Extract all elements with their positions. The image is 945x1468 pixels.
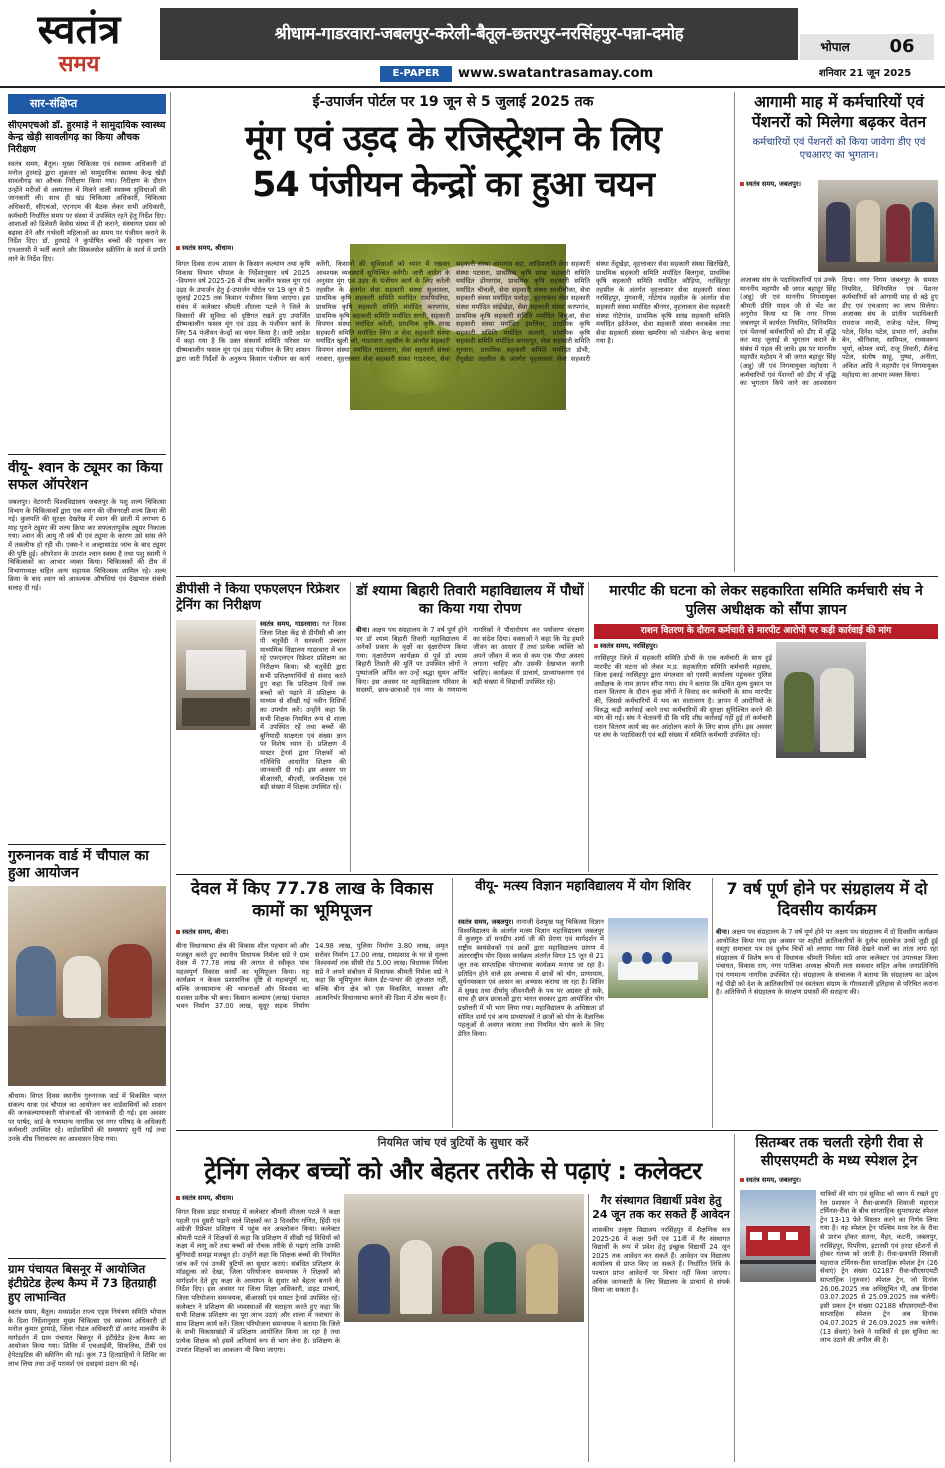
website-link[interactable] [458, 64, 718, 84]
deval-headline: देवल में किए 77.78 लाख के विकास कामों का भूमिपूजन [190, 879, 433, 921]
training-body: विगत दिवस डाइट सभाग्रह में कलेक्टर श्रीमती शीतला पटले ने कक्षा पहली एवं दूसरी पढ़ाने वाले शिक्षकों का 3 दिवसीय गणित, हिंदी एवं अंग्रेजी रिफ्रेशर प्रशिक्षण में पहुंच कर अवलोकन किया। कलेक्टर श्रीमती पटले ने शिक्षकों से कहा कि प्रशिक्षण में सीखी गई विधियों को कक्षा में लागू करें तथा बच्चों को रोचक तरीके से पढ़ाएं ताकि उनकी बुनियादी समझ मजबूत हो। उन्होंने कहा कि शिक्षक बच्चों की नियमित जांच करें एवं उनकी त्रुटियों का सुधार कराएं। संबंधित प्रशिक्षण के मॉड्यूल्स को देखा, जिला परियोजना समन्वयक ने शिक्षकों को मार्गदर्शन देते हुए कक्षा के अध्यापन के सुधार को बेहतर बनाने के निर्देश दिए। इस अवसर पर जिला शिक्षा अधिकारी, डाइट प्राचार्य, जिला परियोजना समन्वयक, बीआरसी एवं मास्टर ट्रेनर्स उपस्थित रहे। कलेक्टर ने प्रशिक्षण की व्यवस्थाओं की सराहना करते हुए कहा कि सभी शिक्षक प्रशिक्षण का पूरा लाभ उठाएं और शाला में नवाचार के साथ शिक्षण कार्य करें। जिला परियोजना समन्वयक ने बताया कि जिले के सभी विकासखंडों में प्रशिक्षण आयोजित किया जा रहा है तथा प्रत्येक शिक्षक को इसमें अनिवार्य रूप से भाग लेना है। प्रशिक्षण के उपरांत शिक्षकों का आकलन भी किया जाएगा। [176, 1208, 340, 1354]
bottom-kicker [176, 1134, 730, 1152]
marpit-band: राशन वितरण के दौरान कर्मचारी से मारपीट आरोपी पर कड़ी कार्रवाई की मांग [594, 624, 938, 639]
masthead-rule [0, 86, 945, 88]
sidebar-item-1-body: स्वतंत्र समय, बैतूल। मुख्य चिकित्सा एवं स्वास्थ्य अधिकारी डॉ मनोज हुरमाड़े द्वारा शुक्रवार को सामुदायिक स्वास्थ्य केन्द्र खेड़ी सावलीगढ़ का औचक निरीक्षण किया गया। निरीक्षण के दौरान उन्होंने मरीजों से अस्पताल में मिलने वाली स्वास्थ्य सुविधाओं की जानकारी ली। साथ ही खंड चिकित्सा अधिकारी, चिकित्सा अधिकारी, सीएचओ, एएनएम की बैठक लेकर सभी अधिकारी, कर्मचारी निर्धारित समय पर संस्था में उपस्थित रहने हेतु निर्देश दिए। आशाओं को डिलेवरी केसेस संस्था में ही कराने, संस्थागत प्रसव को बढ़ावा देने और गर्भवती महिलाओं का समय पर पंजीयन कराने के निर्देश दिए। डॉ. हुरमाड़े ने कुपोषित बच्चों की पहचान कर एनआरसी में भर्ती कराने और सिकलसेल स्क्रीनिंग के कार्य में प्रगति लाने के निर्देश दिए। [8, 160, 166, 263]
sidebar-divider-1 [8, 454, 166, 455]
lead-headline-1: मूंग एवं उड़द के रजिस्ट्रेशन के लिए [245, 119, 661, 159]
sidebar-vertical-rule [170, 92, 171, 1462]
train-dateline [740, 1176, 938, 1185]
bullet-square-icon [176, 1196, 180, 1200]
vu-dateline: स्वतंत्र समय, जबलपुर। [458, 918, 514, 926]
lead-dateline [176, 244, 346, 256]
sidebar-item-2 [8, 460, 166, 840]
bottom-kicker-text: नियमित जांच एवं त्रुटियों के सुधार करें [377, 1136, 529, 1149]
dpc-body: गत दिवस जिला शिक्षा केंद्र से डीपीसी श्री आर पी चतुर्वेदी ने सरस्वती उच्चतर माध्यमिक विद्यालय गाडरवारा में चल रहे एफएलएन रिफ्रेशर प्रशिक्षण का निरीक्षण किया। श्री चतुर्वेदी द्वारा सभी प्रशिक्षणार्थियों से संवाद करते हुए कहा कि प्रशिक्षण दिनों तक बच्चों को पढ़ाने में प्रशिक्षण के माध्यम से सीखी गई नवीन विधियों का उपयोग करें। उन्होंने कहा कि सभी शिक्षक नियमित रूप से शाला में उपस्थित रहें तथा बच्चों की बुनियादी साक्षरता एवं संख्या ज्ञान पर विशेष ध्यान दें। प्रशिक्षण में मास्टर ट्रेनर्स द्वारा शिक्षकों को गतिविधि आधारित शिक्षण की जानकारी दी गई। इस अवसर पर बीआरसी, बीएसी, जनशिक्षक एवं बड़ी संख्या में शिक्षक उपस्थित रहे। [260, 620, 346, 792]
logo-line1: स्वतंत्र [37, 8, 121, 53]
college-dateline: बीना। [356, 626, 370, 634]
row2-vrule-1 [350, 582, 351, 872]
college-body-wrap [356, 626, 584, 872]
sidebar-divider-3 [8, 1258, 166, 1259]
cities-banner [160, 8, 798, 60]
vu-body-wrap [458, 918, 604, 1128]
vu-yoga-story [458, 878, 708, 1128]
museum-dateline: बीना। [716, 928, 730, 936]
sidebar [8, 92, 166, 1462]
train-body: यात्रियों की मांग एवं सुविधा को ध्यान में रखते हुए रेल प्रशासन ने रीवा-छत्रपति शिवाजी महाराज टर्मिनस-रीवा के बीच साप्ताहिक सुपरफास्ट स्पेशल ट्रेन 13-13 फेरे विस्तार करने का निर्णय लिया गया है। यह स्पेशल ट्रेन पश्चिम मध्य रेल के रीवा से प्रारंभ होकर सतना, मैहर, कटनी, जबलपुर, नरसिंहपुर, पिपरिया, इटारसी एवं हरदा स्टेशनों से होकर गंतव्य को जाती है। रीवा-छत्रपति शिवाजी महाराज टर्मिनस-रीवा साप्ताहिक स्पेशल ट्रेन (26 सेवाएं) ट्रेन संख्या 02187 रीवा-सीएसएमटी साप्ताहिक (गुरुवार) स्पेशल ट्रेन, जो दिनांक 26.06.2025 तक अधिसूचित थी, अब दिनांक 03.07.2025 से 25.09.2025 तक चलेगी। इसी प्रकार ट्रेन संख्या 02188 सीएसएमटी-रीवा साप्ताहिक स्पेशल ट्रेन अब दिनांक 04.07.2025 से 26.09.2025 तक चलेगी। (13 सेवाएं) रेलवे ने यात्रियों से इस सुविधा का लाभ उठाने की अपील की है। [820, 1190, 938, 1345]
sidebar-item-1-title: सीएमएचओ डॉ. हुरमाड़े ने सामुदायिक स्वास्थ्य केन्द्र खेड़ी सावलीगढ़ का किया औचक निरीक्षण [8, 120, 166, 155]
pay-hike-body: अजाक्स संघ के पदाधिकारियों एवं उनके माननीय महापौर श्री जगत बहादुर सिंह (अन्नू) जी एवं माननीय निगमायुक्त श्रीमती प्रीति यादव जी से भेंट कर अनुरोध किया था कि नगर निगम जबलपुर में कार्यरत नियमित, विनियमित एवं पेंशनर्स कर्मचारियों को डीए में वृद्धि कर माह जुलाई से भुगतान कराने के संबंध में पहल की जावे। इस पर माननीय महापौर महोदय ने श्री जगत बहादुर सिंह (अन्नू) जी एवं निगमायुक्त महोदया ने कर्मचारियों एवं पेंशनरों को डीए में वृद्धि का भुगतान किये जाने का आश्वासन दिया। नगर निगम जबलपुर के समस्त नियमित, विनियमित एवं पेंशनर कर्मचारियों को आगामी माह से बढ़े हुए डीए एवं एचआरए का लाभ मिलेगा। अजाक्स संघ के प्रांतीय पदाधिकारी रामराज मरावी, राजेन्द्र पटेल, विष्णु पटेल, दिनेश पटेल, प्रभात गर्ग, अशोक बेन, श्रीनिवास, सामियल, रामस्वरूप भूर्या, कोमल वर्मा, राजू तिवारी, शैलेन्द्र पटेल, संतोष साहू, पुष्पा, अनीता, अंकित आदि ने महापौर एवं निगमायुक्त महोदया का आभार व्यक्त किया। [740, 276, 938, 388]
training-dateline [176, 1194, 336, 1203]
pay-hike-story [740, 92, 938, 572]
gair-headline: गैर संस्थागत विद्यार्थी प्रवेश हेतु 24 जून तक कर सकते हैं आवेदन [592, 1194, 730, 1221]
vu-headline: वीयू- मत्स्य विज्ञान महाविद्यालय में योग शिविर [475, 879, 691, 894]
marpit-body: नरसिंहपुर जिले में सहकारी समिति डोभी के एक कर्मचारी के साथ हुई मारपीट की घटना को लेकर म.प्र. सहकारिता समिति कर्मचारी महासंघ, जिला इकाई नरसिंहपुर द्वारा मंगलवार को एसपी कार्यालय पहुंचकर पुलिस अधीक्षक के नाम ज्ञापन सौंपा गया। संघ ने बताया कि उचित मूल्य दुकान पर राशन वितरण के दौरान कुछ लोगों ने विवाद कर कर्मचारी के साथ मारपीट की, जिससे कर्मचारियों में भय का वातावरण है। ज्ञापन में आरोपियों के विरुद्ध कड़ी कार्रवाई करने तथा कर्मचारियों की सुरक्षा सुनिश्चित करने की मांग की गई। संघ ने चेतावनी दी कि यदि शीघ्र कार्रवाई नहीं हुई तो कर्मचारी राशन वितरण कार्य बंद कर आंदोलन करने के लिए बाध्य होंगे। इस अवसर पर संघ के पदाधिकारी एवं बड़ी संख्या में समिति कर्मचारी उपस्थित रहे। [594, 654, 772, 740]
pay-hike-dateline-text: स्वतंत्र समय, जबलपुर। [746, 180, 802, 188]
sidebar-header-text: सार-संक्षिप्त [30, 97, 78, 110]
marpit-headline: मारपीट की घटना को लेकर सहकारिता समिति कर्मचारी संघ ने पुलिस अधीक्षक को सौंपा ज्ञापन [609, 583, 923, 618]
marpit-dateline-text: स्वतंत्र समय, नरसिंहपुर। [600, 642, 658, 650]
gair-story [592, 1194, 730, 1462]
dpc-body-wrap [260, 620, 346, 872]
yoga-photo [608, 918, 708, 998]
logo-line2: समय [58, 52, 100, 77]
training-story [176, 1154, 730, 1462]
sidebar-item-4 [8, 1262, 166, 1462]
training-body-lower [344, 1326, 584, 1462]
dpc-dateline: स्वतंत्र समय, गाडरवारा। [260, 620, 319, 628]
epaper-label [380, 66, 452, 82]
lead-dateline-text: स्वतंत्र समय, श्रीधाम। [182, 244, 234, 252]
train-headline: सितम्बर तक चलती रहेगी रीवा से सीएसएमटी के मध्य स्पेशल ट्रेन [755, 1135, 923, 1169]
memorandum-photo [776, 642, 866, 758]
pay-hike-dateline [740, 180, 814, 189]
college-story [356, 582, 584, 872]
marpit-dateline [594, 642, 754, 651]
museum-story [716, 878, 938, 1128]
sidebar-item-2-title: वीयू- श्वान के ट्यूमर का किया सफल ऑपरेशन [8, 460, 163, 493]
gair-vrule [588, 1194, 589, 1462]
date-text: शनिवार 21 जून 2025 [818, 68, 912, 79]
delegation-photo [818, 180, 938, 272]
logo [10, 8, 148, 84]
marpit-story [594, 582, 938, 872]
train-photo [740, 1190, 816, 1282]
bullet-square-icon [740, 182, 744, 186]
collector-training-photo [344, 1194, 584, 1322]
row2-vrule-2 [588, 582, 589, 872]
row3-vrule-1 [452, 878, 453, 1128]
sidebar-item-3 [8, 848, 166, 1258]
college-body: अक्षय पथ संग्रहालय के 7 वर्ष पूर्ण होने पर डॉ श्याम बिहारी तिवारी महाविद्यालय में अनेकों प्रकार के वृक्षों का वृक्षारोपण किया गया। वृक्षारोपण कार्यक्रम से पूर्व डॉ श्याम बिहारी तिवारी की मूर्ति पर उपस्थित लोगों ने पुष्पांजलि अर्पित कर उन्हें श्रद्धा सुमन अर्पित किए। इस अवसर पर महाविद्यालय परिवार के सदस्यों, छात्र-छात्राओं एवं नगर के गणमान्य नागरिकों ने पौधारोपण कर पर्यावरण संरक्षण का संदेश दिया। वक्ताओं ने कहा कि पेड़ हमारे जीवन का आधार हैं तथा प्रत्येक व्यक्ति को अपने जीवन में कम से कम एक पौधा अवश्य लगाना चाहिए और उसकी देखभाल करनी चाहिए। कार्यक्रम में प्राचार्य, प्राध्यापकगण एवं बड़ी संख्या में विद्यार्थी उपस्थित रहे। [356, 626, 584, 695]
sidebar-item-4-title: ग्राम पंचायत बिसनूर में आयोजित इंटीग्रेटेड हेल्थ कैम्प में 73 हितग्राही हुए लाभान्वित [8, 1262, 157, 1304]
deval-dateline-text: स्वतंत्र समय, बीना। [182, 928, 229, 936]
row1-rule [176, 576, 938, 577]
museum-headline: 7 वर्ष पूर्ण होने पर संग्रहालय में दो दिवसीय कार्यक्रम [726, 879, 928, 919]
training-hall-photo [176, 620, 256, 730]
vu-body: नानाजी देशमुख पशु चिकित्सा विज्ञान विश्वविद्यालय के अंतर्गत मत्स्य विज्ञान महाविद्यालय जबलपुर में कुलगुरु डॉ मनदीप शर्मा जी की प्रेरणा एवं मार्गदर्शन में राष्ट्रीय स्वयंसेवकों एवं छात्रों द्वारा महाविद्यालय प्रांगण में अंतरराष्ट्रीय योग दिवस कार्यक्रम अंतर्गत विगत 15 जून से 21 जून तक साप्ताहिक योगाभ्यास कार्यक्रम मनाया जा रहा है। प्रतिदिन होने वाले इस अभ्यास में छात्रों को योग, प्राणायाम, सूर्यनमस्कार एवं आसन का अभ्यास कराया जा रहा है। शिविर में सुखद तथा दीर्घायु जीवनशैली के पथ पर अग्रसर हो सकें, साथ ही छात्र छात्राओं द्वारा भारत सरकार द्वारा आयोजित योग प्रश्नोत्तरी में भी भाग लिया गया। महाविद्यालय के अधिष्ठाता डॉ सोमित शर्मा एवं अन्य प्राध्यापकों ने छात्रों को योग के वैज्ञानिक पहलुओं से अवगत कराया तथा नियमित योग करने के लिए प्रेरित किया। [458, 918, 604, 1038]
cities-text: श्रीधाम-गाडरवारा-जबलपुर-करेली-बैतूल-छतरपुर-नरसिंहपुर-पन्ना-दमोह [274, 24, 684, 44]
masthead [0, 0, 945, 88]
sidebar-header [8, 94, 166, 114]
pay-hike-sub: कर्मचारियों एवं पेंशनरों को किया जावेगा डीए एवं एचआरए का भुगतान। [752, 137, 926, 161]
museum-body: अक्षय पथ संग्रहालय के 7 वर्ष पूर्ण होने पर अक्षय पथ संग्रहालय में दो दिवसीय कार्यक्रम आयोजित किया गया इस अवसर पर शहीदों क्रांतिकारियों के दुर्लभ दस्तावेज उनसे जुड़ी हुई वस्तुएं समाचार पत्र एवं दुर्लभ चित्रों को लगाया गया जिसे देखने वालों का तांता लगा रहा संग्रहालय में विशेष रूप से विधायक श्रीमती निर्मला सप्रे अपर कलेक्टर एवं उपाध्यक्ष जिला पंचायत, विकास राय, नगर पालिका अध्यक्ष श्रीमती लता सकवार सहित अनेक जनप्रतिनिधि एवं गणमान्य नागरिक उपस्थित रहे। संग्रहालय के संचालक ने बताया कि संग्रहालय का उद्देश्य नई पीढ़ी को देश के क्रांतिकारियों एवं स्वतंत्रता संग्राम के गौरवशाली इतिहास से परिचित कराना है। अतिथियों ने संग्रहालय के संरक्षण प्रयासों की सराहना की। [716, 928, 938, 997]
dpc-headline: डीपीसी ने किया एफएलएन रिफ्रेशर ट्रेनिंग का निरीक्षण [176, 582, 340, 613]
city-name: भोपाल [820, 40, 850, 54]
sidebar-item-1 [8, 120, 166, 450]
sidebar-item-4-body: स्वतंत्र समय, बैतूल। मध्यप्रदेश राज्य एड्स नियंत्रण समिति भोपाल के दिशा निर्देशानुसार मुख्य चिकित्सा एवं स्वास्थ्य अधिकारी डॉ मनोज कुमार हुरमाड़े, जिला नोडल अधिकारी डॉ आनंद मालवीय के मार्गदर्शन में ग्राम पंचायत बिसनूर में इंटीग्रेटेड हेल्थ कैम्प का आयोजन किया गया। शिविर में एचआईवी, सिफलिस, टीबी एवं हेपेटाइटिस की स्क्रीनिंग की गई। कुल 73 हितग्राहियों ने शिविर का लाभ लिया तथा उन्हें परामर्श एवं दवाइयां प्रदान की गईं। [8, 1308, 166, 1368]
lead-kicker: ई-उपार्जन पोर्टल पर 19 जून से 5 जुलाई 2025 तक [312, 94, 594, 110]
row3-rule [176, 1130, 938, 1131]
sidebar-item-3-body: श्रीधाम। विगत दिवस स्थानीय गुरुनानक वार्ड में विकसित भारत संकल्प यात्रा एवं चौपाल का आयोजन कर वार्डवासियों को शासन की जनकल्याणकारी योजनाओं की जानकारी दी गई। इस अवसर पर पार्षद, वार्ड के गणमान्य नागरिक एवं नगर परिषद के अधिकारी कर्मचारी उपस्थित रहे। वार्डवासियों की समस्याएं सुनी गईं तथा उनके शीघ्र निराकरण का आश्वासन दिया गया। [8, 1092, 166, 1143]
page-no: 06 [889, 36, 915, 57]
train-story [740, 1134, 938, 1462]
sidebar-divider-2 [8, 844, 166, 845]
bullet-square-icon [740, 1178, 744, 1182]
website-text[interactable]: www.swatantrasamay.com [458, 66, 654, 81]
college-headline: डॉ श्यामा बिहारी तिवारी महाविद्यालय में पौधों का किया गया रोपण [356, 583, 584, 617]
lead-headline-2: 54 पंजीयन केन्द्रों का हुआ चयन [252, 165, 654, 205]
bullet-square-icon [176, 246, 180, 250]
chaupal-photo [8, 886, 166, 1086]
train-dateline-text: स्वतंत्र समय, जबलपुर। [746, 1176, 802, 1184]
gair-body: शासकीय उत्कृष्ट विद्यालय नरसिंहपुर में शैक्षणिक सत्र 2025-26 में कक्षा 9वीं एवं 11वीं में गैर संस्थागत विद्यार्थी के रूप में प्रवेश हेतु इच्छुक विद्यार्थी 24 जून 2025 तक आवेदन कर सकते हैं। आवेदन पत्र विद्यालय कार्यालय से प्राप्त किए जा सकते हैं। निर्धारित तिथि के पश्चात प्राप्त आवेदनों पर विचार नहीं किया जाएगा। अधिक जानकारी के लिए विद्यालय के प्राचार्य से संपर्क किया जा सकता है। [592, 1226, 730, 1295]
deval-story [176, 878, 448, 1128]
lead-story [176, 92, 730, 572]
museum-body-wrap [716, 928, 938, 1128]
sidebar-item-3-title: गुरुनानक वार्ड में चौपाल का हुआ आयोजन [8, 848, 149, 881]
bullet-square-icon [176, 930, 180, 934]
pay-hike-body-side [740, 190, 814, 274]
epaper-text: E-PAPER [392, 68, 440, 79]
lead-body: विगत दिवस राज्य शासन के किसान कल्याण तथा कृषि विकास विभाग भोपाल के निर्देशानुसार वर्ष 2025 -विपणन वर्ष 2025-26 में ग्रीष्म कालीन फसल मूंग एवं उड़द के उपार्जन हेतु ई-उपार्जन पोर्टल पर 19 जून से 5 जुलाई 2025 तक किसान पंजीयन किया जाएगा। इस संबंध में कलेक्टर श्रीमती शीतला पटले ने जिले के किसानों की सुविधा को दृष्टिगत रखते हुए उपार्जित ग्रीष्मकालीन फसल मूंग एवं उड़द के पंजीयन कार्य के लिए 54 पंजीयन केन्द्रों का चयन किया है। जारी आदेश में कहा गया है कि उक्त संस्थायें समिति परिसर पर ग्रीष्मकालीन फसल मूंग एवं उड़द पंजीयन के लिए शासन द्वारा जारी निर्देशों के अनुरूप किसान पंजीयन का कार्य करेंगी, किसानों की सुविधाओं को ध्यान में रखकर आवश्यक व्यवस्थायें सुनिश्चित करेंगी। जारी आदेश के अनुसार मूंग एवं उड़द के पंजीयन कार्य के लिए करेली तहसील के अंतर्गत सेवा सहकारी संस्था सुआतला, प्राथमिक कृषि सहकारी समिति मर्यादित रामपिपरिया, प्राथमिक कृषि सहकारी समिति मर्यादित करपगांव, प्राथमिक कृषि सहकारी समिति मर्यादित सगरी, सहकारी विपणन संस्था मर्यादित करेली, प्राथमिक कृषि साख सहकारी समिति मर्यादित लिंगा व सेवा सहकारी संस्था मर्यादित खुली को, गाडरवारा तहसील के अंतर्गत सहकारी विपणन संस्था मर्यादित गाडरवारा, सेवा सहकारी संस्था नरवारा, वृहत्ताकार सेवा सहकारी संस्था गाडरवारा, सेवा सहकारी संस्था आमगांव बड़ा, आदिमजाति सेवा सहकारी संस्था पटवारा, प्राथमिक कृषि साख सहकारी समिति मर्यादित डोंगरगांव, प्राथमिक कृषि सहकारी समिति मर्यादित चीचली, सेवा सहकारी संस्था सालीचौका, सेवा सहकारी संस्था मर्यादित पलोहा, वृहत्ताकार सेवा सहकारी संस्था मर्यादित सांईखेड़ा, सेवा सहकारी संस्था करपगांव, प्राथमिक कृषि सहकारी समिति मर्यादित बिचुआ, सेवा सहकारी संस्था मर्यादित इमलिया, प्राथमिक कृषि सहकारी समिति मर्यादित कामती, प्राथमिक कृषि सहकारी समिति मर्यादित बगासपुर, सेवा सहकारी समिति सूरवारा, प्राथमिक सहकारी समिति मर्यादित डोभी, तेंदूखेड़ा तहसील के अंतर्गत वृहत्ताकार सेवा सहकारी संस्था तेंदूखेड़ा, वृहत्ताकार सेवा सहकारी संस्था खिरखिरी, प्राथमिक सहकारी समिति मर्यादित बिलगुवां, प्राथमिक कृषि सहकारी समिति मर्यादित कौड़िया, नरसिंहपुर तहसील के अंतर्गत वृहत्ताकार सेवा सहकारी संस्था नरसिंहपुर, मुंगवानी, गोटेगांव तहसील के अंतर्गत सेवा सहकारी संस्था मर्यादित श्रीनगर, वृहत्ताकार सेवा सहकारी संस्था गोटेगांव, प्राथमिक कृषि साख सहकारी समिति मर्यादित झोतेश्वर, सेवा सहकारी संस्था करकबेल तथा सेवा सहकारी संस्था खमरिया को पंजीयन केन्द्र बनाया गया है। [176, 260, 730, 363]
marpit-body-right [872, 642, 938, 872]
training-headline: ट्रेनिंग लेकर बच्चों को और बेहतर तरीके से पढ़ाएं : कलेक्टर [204, 1157, 702, 1185]
dpc-story [176, 582, 346, 872]
row3-vrule-2 [712, 878, 713, 1128]
sidebar-item-2-body: जबलपुर। वेटरनरी विश्वविद्यालय जबलपुर के पशु शल्य चिकित्सा विभाग के चिकित्सकों द्वारा एक श्वान की जीवनरक्षी शल्य क्रिया की गई। कुलपति की सुरक्षा देखरेख में श्वान की छाती में लगभग 6 माह पुराने ट्यूमर की शल्य क्रिया कर सफलतापूर्वक ट्यूमर निकाला गया। श्वान की आयु नौ वर्ष थी एवं ट्यूमर के कारण उसे सांस लेने में तकलीफ हो रही थी। एक्स-रे व अल्ट्रासाउंड जांच के बाद ट्यूमर की पुष्टि हुई। ऑपरेशन के उपरांत श्वान स्वस्थ है तथा पशु स्वामी ने चिकित्सकों का आभार व्यक्त किया। चिकित्सकों की टीम में विभागाध्यक्ष सहित अन्य सहायक चिकित्सक शामिल रहे। शल्य क्रिया के बाद श्वान को आवश्यक औषधियां एवं देखभाल संबंधी सलाह दी गई। [8, 498, 166, 592]
training-dateline-text: स्वतंत्र समय, श्रीधाम। [182, 1194, 234, 1202]
row2-rule [176, 874, 938, 875]
deval-body: बीना विधानसभा क्षेत्र की विकास शील पहचान को और मजबूत करते हुए स्थानीय विधायक निर्मला सप्रे ने ग्राम देवल में 77.78 लाख की लागत से स्वीकृत पांच महत्वपूर्ण विकास कार्यों का भूमिपूजन किया। यह कार्यक्रम न केवल प्रशासनिक दृष्टि से महत्वपूर्ण था, बल्कि जनसामान्य की भावनाओं और विश्वास का सशक्त प्रतीक भी बना। किसान कल्याण (लाख) पंचायत भवन निर्माण 37.00 लाख, सुदूर सड़क निर्माण 14.98 लाख, पुलिया निर्माण 3.80 लाख, अमृत सरोवर निर्माण 17.00 लाख, रामप्रसाद के घर से मुल्ला विश्वकर्मा तक सीसी रोड 5.00 लाख। विधायक निर्मला सप्रे ने अपने संबोधन में विधायक श्रीमती निर्मला सप्रे ने कहा कि भूमिपूजन केवल ईंट-पत्थर की शुरुआत नहीं, बल्कि बीना क्षेत्र को एक विकसित, सशक्त और आत्मनिर्भर विधानसभा बनाने की दिशा में ठोस कदम है। [176, 942, 448, 1011]
right-vertical-rule [734, 92, 735, 572]
deval-dateline [176, 928, 448, 937]
bottom-vrule [734, 1134, 735, 1462]
page-number [870, 34, 934, 60]
pay-hike-headline: आगामी माह में कर्मचारियों एवं पेंशनरों को मिलेगा बढ़कर वेतन [751, 93, 927, 131]
city-box [800, 34, 870, 60]
issue-date [790, 64, 940, 84]
bullet-square-icon [594, 644, 598, 648]
